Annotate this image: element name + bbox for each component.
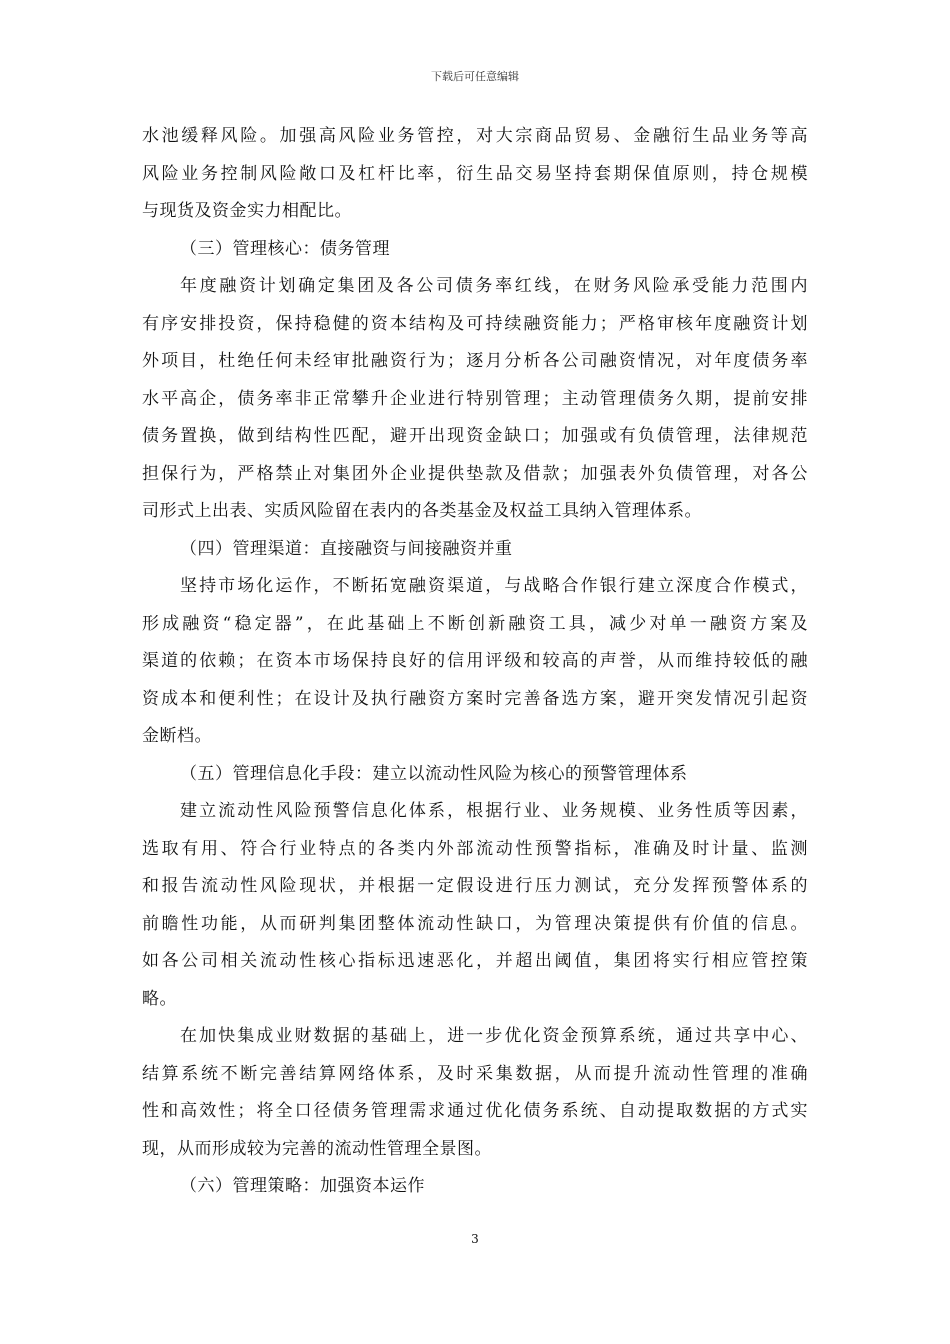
text-line: 有序安排投资，保持稳健的资本结构及可持续融资能力；严格审核年度融资计划 (142, 313, 808, 334)
text-line: 选取有用、符合行业特点的各类内外部流动性预警指标，准确及时计量、监测 (142, 838, 808, 859)
document-body (142, 118, 808, 1206)
text-line: 司形式上出表、实质风险留在表内的各类基金及权益工具纳入管理体系。 (142, 501, 702, 521)
text-line: 年度融资计划确定集团及各公司债务率红线，在财务风险承受能力范围内 (180, 276, 808, 296)
text-line: 在加快集成业财数据的基础上，进一步优化资金预算系统，通过共享中心、 (180, 1026, 808, 1046)
text-line: 坚持市场化运作，不断拓宽融资渠道，与战略合作银行建立深度合作模式， (180, 576, 808, 596)
text-line: 前瞻性功能，从而研判集团整体流动性缺口，为管理决策提供有价值的信息。 (142, 913, 808, 934)
text-line: 外项目，杜绝任何未经审批融资行为；逐月分析各公司融资情况，对年度债务率 (142, 351, 808, 371)
section-heading-5: （五）管理信息化手段：建立以流动性风险为核心的预警管理体系 (180, 763, 688, 784)
text-line: 和报告流动性风险现状，并根据一定假设进行压力测试，充分发挥预警体系的 (142, 876, 808, 896)
text-line: 担保行为，严格禁止对集团外企业提供垫款及借款；加强表外负债管理，对各公 (142, 463, 808, 484)
paragraph-data-integration (142, 1018, 808, 1168)
text-line: 水平高企，债务率非正常攀升企业进行特别管理；主动管理债务久期，提前安排 (142, 388, 808, 409)
paragraph-debt-management (142, 268, 808, 531)
text-line: 建立流动性风险预警信息化体系，根据行业、业务规模、业务性质等因素， (180, 801, 808, 821)
text-line: 资成本和便利性；在设计及执行融资方案时完善备选方案，避开突发情况引起资 (142, 688, 808, 709)
text-line: 如各公司相关流动性核心指标迅速恶化，并超出阈值，集团将实行相应管控策 (142, 951, 808, 971)
text-line: 性和高效性；将全口径债务管理需求通过优化债务系统、自动提取数据的方式实 (142, 1101, 808, 1121)
text-line: 金断档。 (142, 726, 212, 746)
text-line: 渠道的依赖；在资本市场保持良好的信用评级和较高的声誉，从而维持较低的融 (142, 651, 808, 671)
section-heading-4: （四）管理渠道：直接融资与间接融资并重 (180, 538, 513, 559)
text-line: 与现货及资金实力相配比。 (142, 201, 352, 221)
paragraph-financing-channels (142, 568, 808, 756)
text-line: 债务置换，做到结构性匹配，避开出现资金缺口；加强或有负债管理，法律规范 (142, 426, 808, 446)
section-heading-3: （三）管理核心：债务管理 (180, 238, 390, 259)
paragraph-risk-control (142, 118, 808, 231)
text-line: 形成融资“稳定器”，在此基础上不断创新融资工具，减少对单一融资方案及 (142, 613, 808, 634)
header-note: 下载后可任意编辑 (431, 70, 519, 83)
paragraph-liquidity-warning (142, 793, 808, 1018)
text-line: 风险业务控制风险敞口及杠杆比率，衍生品交易坚持套期保值原则，持仓规模 (142, 163, 808, 184)
section-heading-6: （六）管理策略：加强资本运作 (180, 1176, 425, 1196)
text-line: 结算系统不断完善结算网络体系，及时采集数据，从而提升流动性管理的准确 (142, 1063, 808, 1084)
text-line: 现，从而形成较为完善的流动性管理全景图。 (142, 1138, 492, 1159)
page-number: 3 (471, 1232, 479, 1246)
text-line: 略。 (142, 988, 177, 1009)
text-line: 水池缓释风险。加强高风险业务管控，对大宗商品贸易、金融衍生品业务等高 (142, 126, 808, 146)
